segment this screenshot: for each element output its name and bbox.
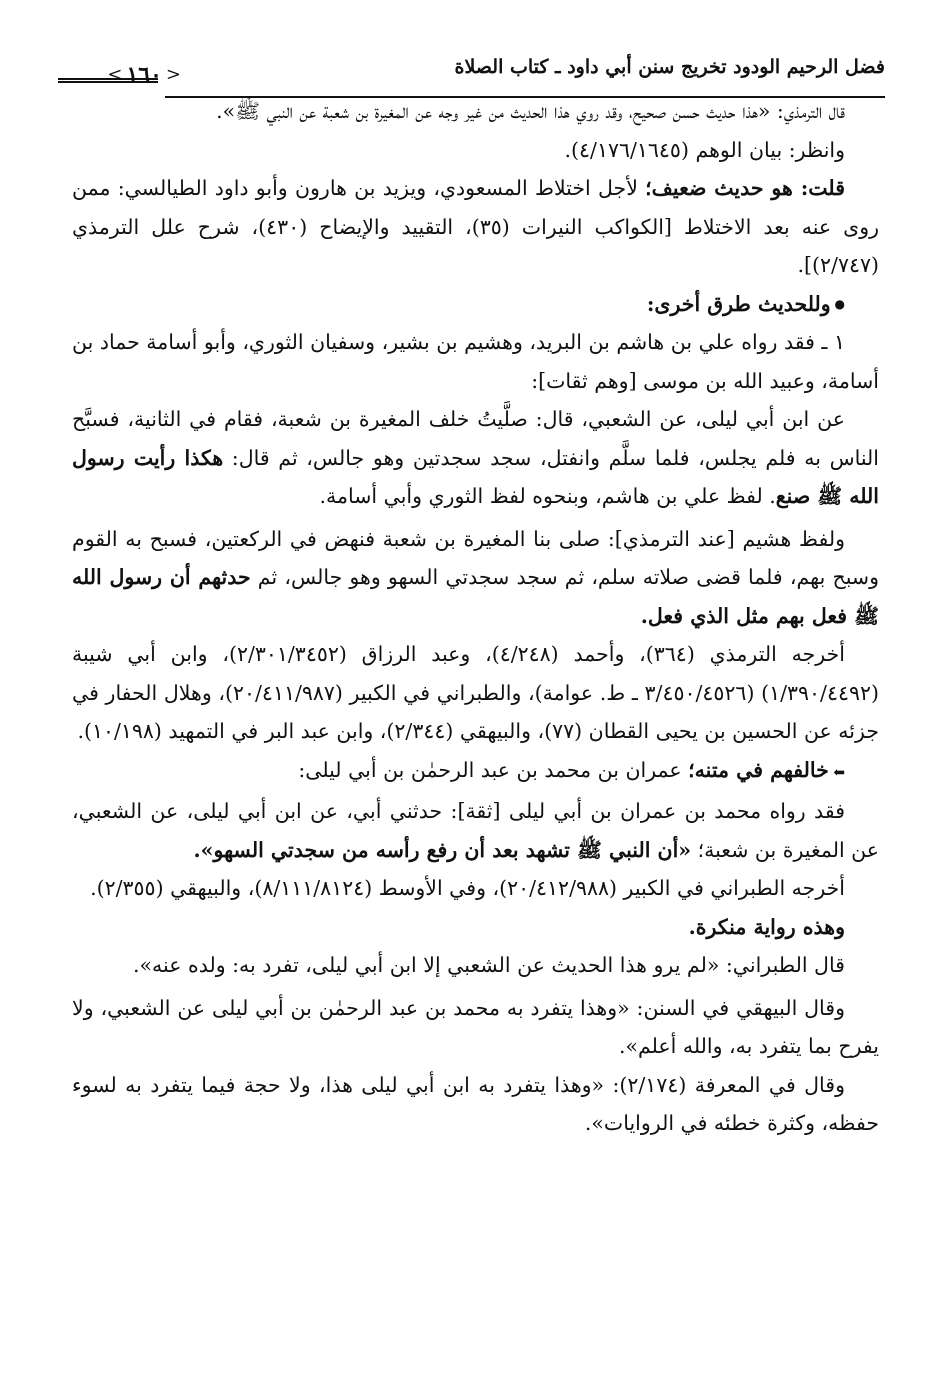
section-heading-other-routes bbox=[72, 285, 879, 324]
book-title-header: فضل الرحيم الودود تخريج سنن أبي داود ـ كتاب الصلاة bbox=[454, 56, 885, 78]
narration-text-bold: «أن النبي ﷺ تشهد بعد أن رفع رأسه من سجدتي السهو». bbox=[193, 837, 692, 862]
hadith-text-part2: . لفظ علي بن هاشم، وبنحوه لفظ الثوري وأبي أسامة. bbox=[319, 484, 776, 508]
contradiction-lead: خالفهم في متنه؛ bbox=[688, 757, 829, 782]
verdict-text: لأجل اختلاط المسعودي، ويزيد بن هارون وأبو داود الطيالسي: ممن روى عنه بعد الاختلاط [الكواكب النيرات (٣٥)، التقييد والإيضاح (٤٣٠)، شرح علل الترمذي (٢/٧٤٧)]. bbox=[72, 176, 880, 277]
hadith-text-part1: عن ابن أبي ليلى، عن الشعبي، قال: صلَّيتُ خلف المغيرة بن شعبة، فقام في الثانية، فسبَّح الناس به فلم يجلس، فلما سلَّم وانفتل، سجد سجدتين وهو جالس، ثم قال: bbox=[72, 407, 879, 470]
contradiction-text: عمران بن محمد بن عبد الرحمٰن بن أبي ليلى: bbox=[298, 757, 689, 782]
paragraph-bayhaqi-sunan-quote: وقال البيهقي في السنن: «وهذا يتفرد به محمد بن عبد الرحمٰن بن أبي ليلى عن الشعبي، ولا يفرح بما يتفرد به، والله أعلم». bbox=[72, 995, 879, 1058]
narration-text: فقد رواه محمد بن عمران بن أبي ليلى [ثقة]: حدثني أبي، عن ابن أبي ليلى، عن الشعبي، عن المغيرة بن شعبة؛ bbox=[72, 799, 879, 862]
paragraph-hushaym-wording bbox=[72, 520, 879, 636]
section-heading-text: وللحديث طرق أخرى: bbox=[646, 291, 831, 316]
paragraph-see-also: وانظر: بيان الوهم (٤/١٧٦/١٦٤٥). bbox=[564, 137, 845, 162]
page-body bbox=[72, 92, 879, 1143]
hushaym-text: ولفظ هشيم [عند الترمذي]: صلى بنا المغيرة بن شعبة فنهض في الركعتين، فسبح به القوم وسبح بهم، فلما قضى صلاته سلم، ثم سجد سجدتي السهو وهو جالس، ثم bbox=[72, 526, 879, 589]
verdict-lead: قلت: هو حديث ضعيف؛ bbox=[645, 176, 845, 200]
paragraph-tabarani-quote: قال الطبراني: «لم يرو هذا الحديث عن الشعبي إلا ابن أبي ليلى، تفرد به: ولده عنه». bbox=[133, 953, 845, 977]
page-number: ١٦٠ bbox=[126, 62, 162, 88]
page-number-double-rule bbox=[58, 78, 158, 83]
paragraph-tirmidhi-quote: قال الترمذي: «هذا حديث حسن صحيح، وقد روي هذا الحديث من غير وجه عن المغيرة بن شعبة عن النبي ﷺ». bbox=[216, 99, 845, 123]
paragraph-muhammad-narration bbox=[72, 792, 879, 869]
page-number-right-bracket: > bbox=[165, 64, 181, 85]
paragraph-contradiction bbox=[72, 751, 879, 793]
paragraph-bayhaqi-marifa-quote: وقال في المعرفة (٢/١٧٤): «وهذا يتفرد به ابن أبي ليلى هذا، ولا حجة فيما يتفرد به لسوء حفظه، وكثرة خطئه في الروايات». bbox=[72, 1072, 879, 1135]
paragraph-takhrij-2: أخرجه الطبراني في الكبير (٢٠/٤١٢/٩٨٨)، وفي الأوسط (٨/١١١/٨١٢٤)، والبيهقي (٢/٣٥٥). bbox=[90, 876, 845, 900]
paragraph-munkar bbox=[72, 908, 879, 947]
page-number-box bbox=[107, 62, 181, 88]
hadith-text-bold: هكذا رأيت رسول الله ﷺ صنع bbox=[72, 445, 879, 508]
page-number-left-bracket: < bbox=[107, 64, 123, 85]
hushaym-text-bold: حدثهم أن رسول الله ﷺ فعل بهم مثل الذي فعل. bbox=[72, 565, 879, 628]
paragraph-takhrij-1: أخرجه الترمذي (٣٦٤)، وأحمد (٤/٢٤٨)، وعبد الرزاق (٢/٣٠١/٣٤٥٢)، وابن أبي شيبة (١/٣٩٠/٤٤٩٢) (٣/٤٥٠/٤٥٢٦ ـ ط. عوامة)، والطبراني في الكبير (٢٠/٤١١/٩٨٧)، وهلال الحفار في جزئه عن الحسين بن يحيى القطان (٧٧)، والبيهقي (٢/٣٤٤)، وابن عبد البر في التمهيد (١٠/١٩٨). bbox=[72, 642, 880, 743]
munkar-text: وهذه رواية منكرة. bbox=[688, 914, 845, 939]
paragraph-route-one: ١ ـ فقد رواه علي بن هاشم بن البريد، وهشيم بن بشير، وسفيان الثوري، وأبو أسامة حماد بن أسامة، وعبيد الله بن موسى [وهم ثقات]: bbox=[72, 330, 879, 393]
paragraph-hadith-text bbox=[72, 400, 879, 516]
paragraph-author-verdict bbox=[72, 169, 879, 285]
